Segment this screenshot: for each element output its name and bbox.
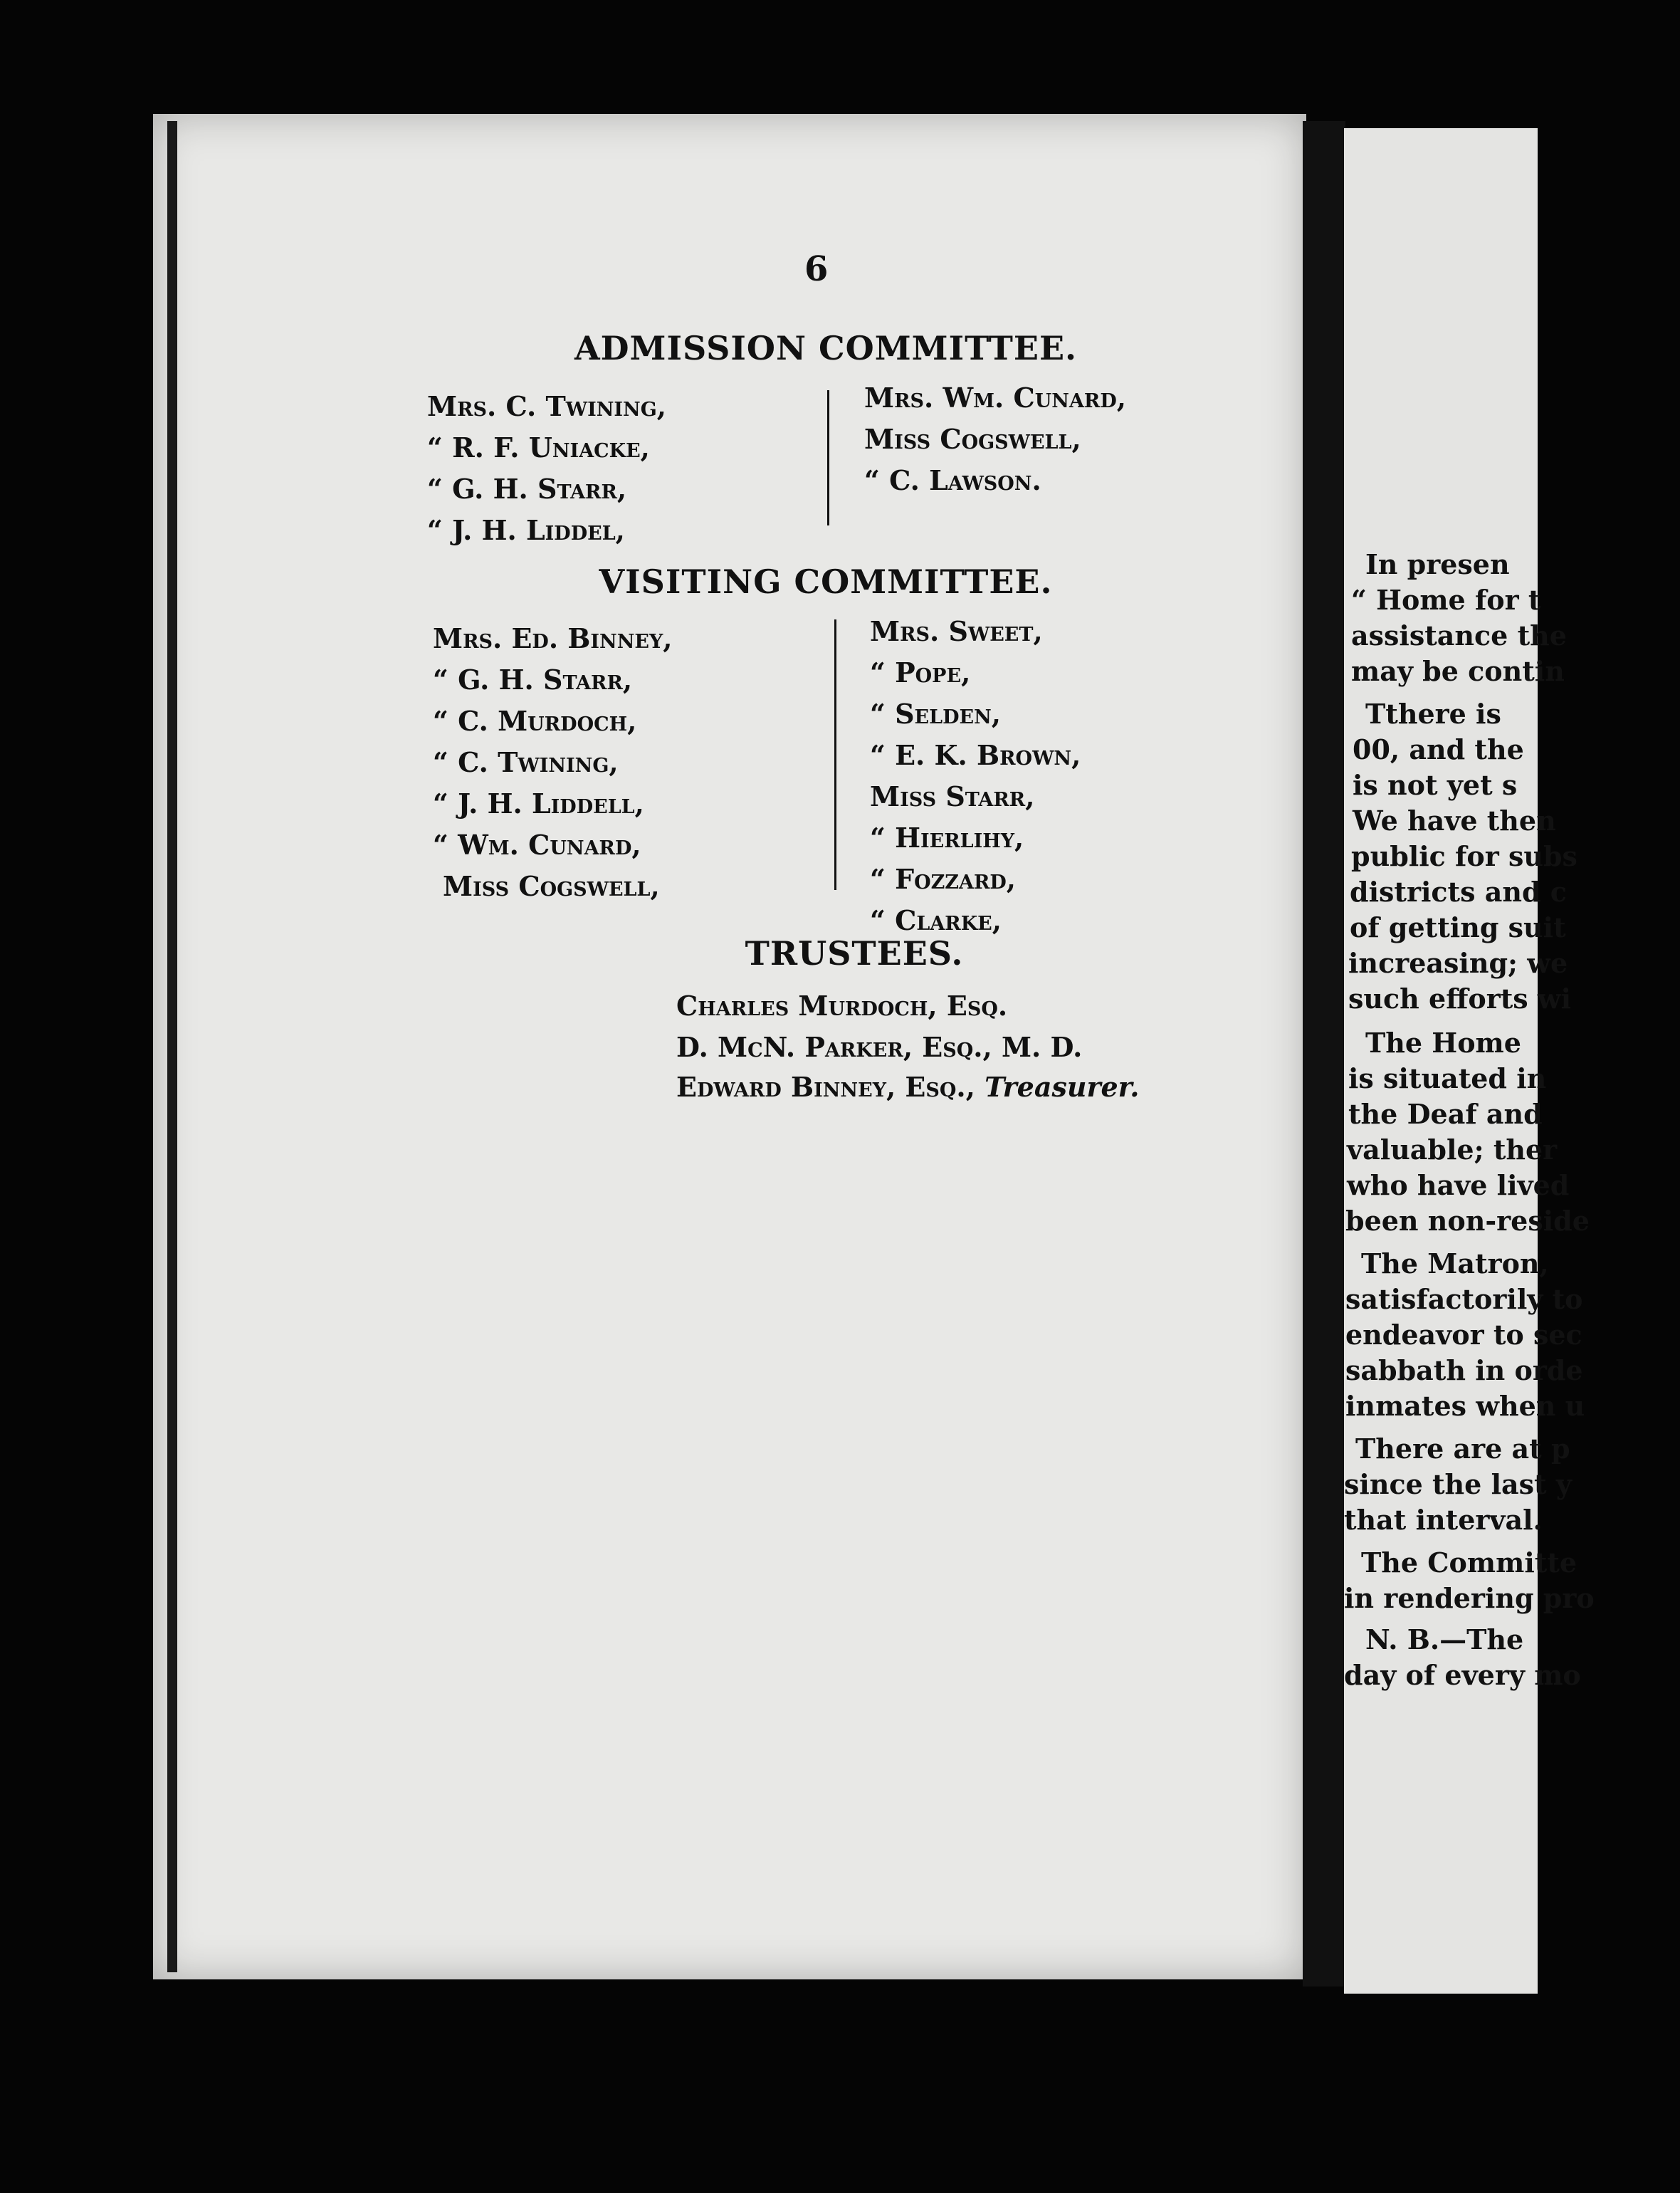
- visiting-member: “ C. Twining,: [433, 746, 619, 778]
- admission-right-column: [864, 377, 1126, 501]
- admission-left-column: [427, 386, 666, 551]
- trustees-heading: TRUSTEES.: [745, 934, 964, 973]
- facing-page-line: may be contin: [1351, 655, 1565, 687]
- facing-page-line: inmates when u: [1345, 1390, 1585, 1422]
- visiting-member: “ C. Murdoch,: [433, 705, 637, 737]
- column-divider: [834, 619, 836, 890]
- page-edge-rule: [167, 121, 177, 1972]
- facing-page-line: is not yet s: [1353, 769, 1518, 801]
- admission-member: “ J. H. Liddel,: [427, 514, 625, 546]
- facing-page-line: valuable; ther: [1347, 1134, 1558, 1166]
- trustee-name: D. McN. Parker, Esq., M. D.: [676, 1031, 1083, 1063]
- trustee-entry: [676, 990, 1007, 1022]
- facing-page-line: sabbath in orde: [1345, 1354, 1583, 1386]
- facing-page-line: assistance the: [1351, 619, 1567, 651]
- page-number: 6: [804, 249, 829, 289]
- facing-page-line: since the last y: [1344, 1468, 1572, 1500]
- facing-page-line: is situated in: [1348, 1062, 1547, 1094]
- visiting-member: “ Wm. Cunard,: [433, 829, 641, 861]
- visiting-member: “ J. H. Liddell,: [433, 787, 644, 820]
- admission-member: “ G. H. Starr,: [427, 473, 627, 505]
- admission-member: Mrs. Wm. Cunard,: [864, 382, 1126, 414]
- visiting-member: “ E. K. Brown,: [870, 739, 1081, 771]
- admission-committee-heading: ADMISSION COMMITTEE.: [574, 329, 1078, 367]
- trustee-entry: [676, 1071, 1139, 1103]
- facing-page-line: The Home: [1365, 1027, 1521, 1059]
- facing-page-line: We have then: [1353, 805, 1556, 837]
- trustee-name: Charles Murdoch, Esq.: [676, 990, 1008, 1022]
- facing-page-line: N. B.—The: [1365, 1623, 1524, 1655]
- facing-page-line: such efforts wi: [1348, 983, 1572, 1015]
- visiting-member: “ Clarke,: [870, 904, 1002, 936]
- facing-page-line: that interval.: [1344, 1504, 1543, 1536]
- visiting-member: Miss Starr,: [870, 780, 1035, 812]
- visiting-member: Miss Cogswell,: [443, 870, 660, 902]
- facing-page: [1344, 128, 1595, 1994]
- facing-page-line: of getting suit: [1350, 911, 1566, 943]
- admission-member: “ R. F. Uniacke,: [427, 431, 650, 464]
- column-divider: [827, 390, 829, 525]
- visiting-left-column: [433, 618, 673, 907]
- book-gutter: [1303, 121, 1345, 1987]
- visiting-member: Mrs. Sweet,: [870, 615, 1043, 647]
- facing-page-line: The Committe: [1361, 1546, 1577, 1579]
- facing-page-line: in rendering pro: [1344, 1582, 1595, 1614]
- facing-page-line: endeavor to sec: [1345, 1319, 1582, 1351]
- visiting-member: “ G. H. Starr,: [433, 664, 633, 696]
- trustee-role: Treasurer.: [985, 1071, 1140, 1103]
- admission-member: Miss Cogswell,: [864, 423, 1081, 455]
- visiting-member: Mrs. Ed. Binney,: [433, 622, 673, 654]
- facing-page-line: day of every mo: [1344, 1659, 1581, 1691]
- facing-page-line: increasing; we: [1348, 947, 1568, 979]
- visiting-member: “ Fozzard,: [870, 863, 1017, 895]
- facing-page-line: “ Home for t: [1351, 584, 1541, 616]
- visiting-committee-heading: VISITING COMMITTEE.: [599, 562, 1053, 601]
- visiting-member: “ Pope,: [870, 656, 971, 689]
- visiting-member: “ Selden,: [870, 698, 1001, 730]
- facing-page-line: been non-reside: [1345, 1205, 1590, 1237]
- facing-page-line: In presen: [1365, 548, 1510, 580]
- facing-page-line: districts and c: [1350, 876, 1567, 908]
- trustee-name: Edward Binney, Esq.,: [676, 1071, 975, 1103]
- facing-page-line: satisfactorily to: [1345, 1283, 1583, 1315]
- admission-member: Mrs. C. Twining,: [427, 390, 667, 422]
- facing-page-line: public for subs: [1351, 840, 1577, 872]
- visiting-member: “ Hierlihy,: [870, 822, 1024, 854]
- trustee-entry: [676, 1031, 1082, 1063]
- admission-member: “ C. Lawson.: [864, 464, 1041, 496]
- facing-page-line: The Matron,: [1361, 1247, 1549, 1279]
- facing-page-line: the Deaf and: [1348, 1098, 1543, 1130]
- visiting-right-column: [870, 611, 1081, 941]
- facing-page-line: 00, and the: [1353, 733, 1524, 765]
- facing-page-line: who have lived: [1347, 1169, 1570, 1201]
- facing-page-line: There are at p: [1355, 1433, 1570, 1465]
- facing-page-line: Tthere is: [1365, 698, 1501, 730]
